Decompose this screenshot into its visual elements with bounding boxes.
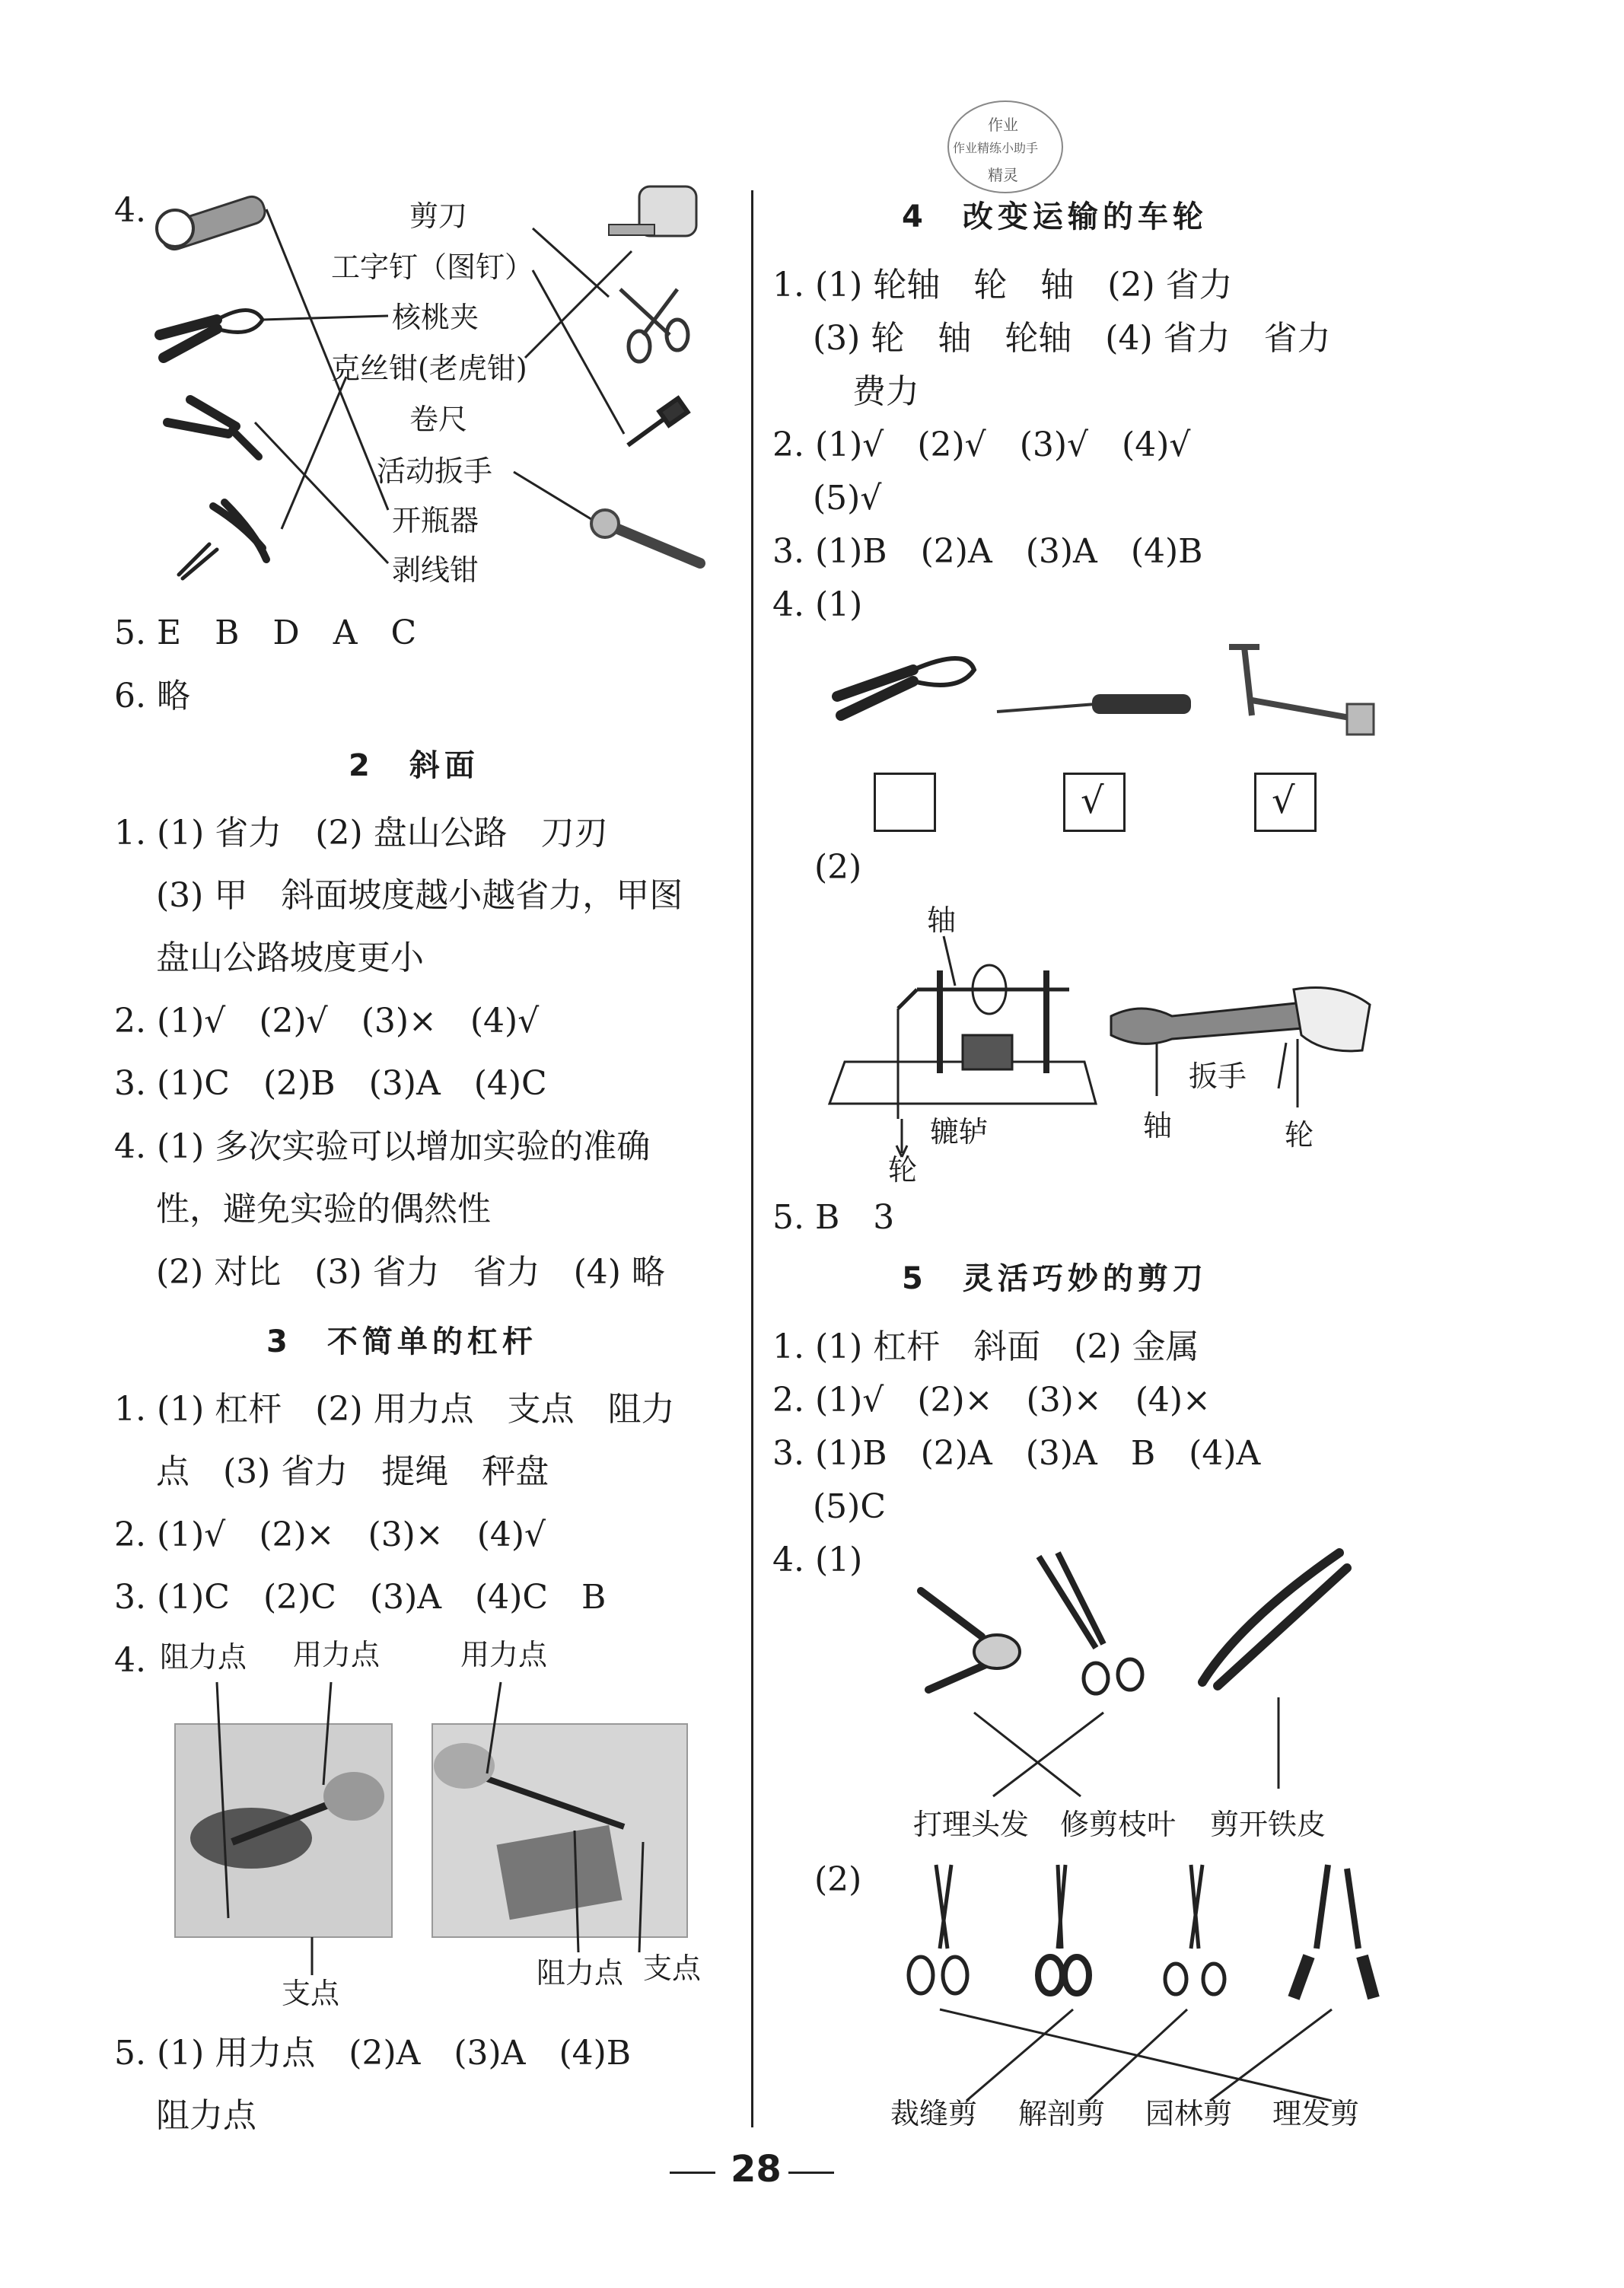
answer-line: 3. (1)B (2)A (3)A B (4)A xyxy=(772,1434,1261,1473)
answer-line: 2. (1)√ (2)√ (3)× (4)√ xyxy=(114,1002,540,1040)
photo-label: 用力点 xyxy=(293,1638,381,1671)
answer-line: (5)√ xyxy=(813,479,882,518)
photo-label: 阻力点 xyxy=(160,1640,247,1674)
scissors-use-label: 修剪枝叶 xyxy=(1060,1808,1177,1841)
answer-line: (2) 对比 (3) 省力 省力 (4) 略 xyxy=(156,1253,665,1292)
answer-line: 4. (1) 多次实验可以增加实验的准确 xyxy=(114,1127,651,1166)
scissors-icon xyxy=(620,289,688,362)
diagram-label: 辘轳 xyxy=(930,1115,989,1149)
tool-label: 卷尺 xyxy=(409,403,468,436)
surgical-scissors-icon xyxy=(1165,1865,1224,1994)
tool-label: 开瓶器 xyxy=(392,504,479,537)
q5-answer: 5. E B D A C xyxy=(114,613,417,652)
answer-line: 1. (1) 轮轴 轮 轴 (2) 省力 xyxy=(772,266,1233,304)
dissecting-scissors-icon xyxy=(1038,1865,1089,1993)
scissors-type-label: 裁缝剪 xyxy=(890,2097,978,2130)
diagram-label: 轮 xyxy=(888,1153,918,1187)
hair-scissors-icon xyxy=(1039,1553,1142,1694)
answer-line: 1. (1) 省力 (2) 盘山公路 刀刃 xyxy=(114,814,608,852)
wire-stripper-icon xyxy=(167,400,259,457)
section-title: 5 灵活巧妙的剪刀 xyxy=(902,1261,1208,1296)
page-number: 28 xyxy=(731,2148,782,2191)
tool-label: 活动扳手 xyxy=(377,454,493,488)
answer-line: 3. (1)C (2)B (3)A (4)C xyxy=(114,1064,547,1103)
answer-line: 4. (1) xyxy=(772,585,863,624)
part-label: (2) xyxy=(814,1860,862,1899)
answer-line: (5)C xyxy=(813,1487,886,1526)
part-label: (2) xyxy=(814,848,862,887)
answer-line: 性，避免实验的偶然性 xyxy=(156,1190,491,1228)
answer-line: (3) 轮 轴 轮轴 (4) 省力 省力 xyxy=(813,319,1331,358)
answer-line: 2. (1)√ (2)× (3)× (4)√ xyxy=(114,1515,546,1554)
scissors-use-label: 剪开铁皮 xyxy=(1210,1808,1326,1841)
answer-line: 盘山公路坡度更小 xyxy=(156,938,424,977)
answer-line: 阻力点 xyxy=(156,2096,256,2135)
answer-line: (3) 甲 斜面坡度越小越省力，甲图 xyxy=(156,876,683,915)
pliers-icon xyxy=(179,502,266,578)
answer-line: 2. (1)√ (2)× (3)× (4)× xyxy=(772,1381,1211,1420)
tool-label: 核桃夹 xyxy=(392,301,479,334)
section-title: 2 斜面 xyxy=(349,748,479,783)
diagram-label: 轴 xyxy=(1143,1109,1173,1142)
section-title: 3 不简单的杠杆 xyxy=(266,1324,537,1359)
photo-label: 阻力点 xyxy=(537,1956,624,1990)
page-dash-left xyxy=(670,2172,715,2174)
socket-wrench-icon xyxy=(1229,647,1374,735)
nutcracker-icon xyxy=(160,311,263,358)
stamp-line1: 作业 xyxy=(988,116,1018,134)
stamp-line2: 作业精练小助手 xyxy=(953,141,1039,155)
diagram-label: 轮 xyxy=(1285,1118,1314,1152)
wrench-icon xyxy=(591,510,700,563)
garden-shears-icon xyxy=(1294,1865,1374,1998)
photo-label: 用力点 xyxy=(460,1638,548,1671)
tool-label: 剪刀 xyxy=(409,199,468,233)
answer-line: 3. (1)B (2)A (3)A (4)B xyxy=(772,532,1203,571)
scissors-type-label: 解剖剪 xyxy=(1018,2097,1106,2130)
tailor-scissors-icon xyxy=(909,1865,967,1993)
q4-number: 4. xyxy=(114,191,146,230)
answer-line: 费力 xyxy=(852,372,919,411)
screwdriver-icon xyxy=(997,694,1191,714)
stamp-line3: 精灵 xyxy=(988,166,1018,184)
thumbtack-icon xyxy=(628,398,688,445)
scissors-use-label: 打理头发 xyxy=(913,1808,1030,1841)
answer-line: 2. (1)√ (2)√ (3)√ (4)√ xyxy=(772,425,1191,464)
check-box xyxy=(874,773,936,832)
page-dash-right xyxy=(788,2172,834,2174)
q4-number: 4. xyxy=(114,1641,146,1680)
answer-line: 1. (1) 杠杆 斜面 (2) 金属 xyxy=(772,1327,1199,1366)
answer-line: 4. (1) xyxy=(772,1541,863,1579)
scissors-type-label: 园林剪 xyxy=(1145,2097,1233,2130)
q6-answer: 6. 略 xyxy=(114,677,190,715)
diagram-label: 扳手 xyxy=(1189,1060,1247,1093)
tool-label: 工字钉（图钉） xyxy=(331,250,534,284)
answer-line: 点 (3) 省力 提绳 秤盘 xyxy=(156,1452,549,1491)
tape-measure-icon xyxy=(609,186,696,236)
diagram-label: 轴 xyxy=(927,903,957,937)
answer-line: 1. (1) 杠杆 (2) 用力点 支点 阻力 xyxy=(114,1390,675,1429)
answer-line: 3. (1)C (2)C (3)A (4)C B xyxy=(114,1578,607,1617)
bottle-opener-icon xyxy=(157,193,268,253)
photo-label: 支点 xyxy=(643,1952,702,1985)
tin-snips-icon xyxy=(1202,1553,1347,1686)
answer-line: 5. B 3 xyxy=(772,1198,895,1237)
lever-photo-1 xyxy=(175,1724,392,1937)
pruning-shears-icon xyxy=(921,1591,1020,1690)
check-mark: √ xyxy=(1272,779,1295,822)
section-title: 4 改变运输的车轮 xyxy=(902,199,1208,234)
nutcracker-photo-icon xyxy=(837,658,974,715)
lever-photo-2 xyxy=(432,1724,687,1937)
scissors-type-label: 理发剪 xyxy=(1272,2097,1360,2130)
photo-label: 支点 xyxy=(282,1977,340,2010)
check-mark: √ xyxy=(1081,779,1104,822)
tool-label: 克丝钳(老虎钳) xyxy=(331,352,527,385)
answer-line: 5. (1) 用力点 (2)A (3)A (4)B xyxy=(114,2034,632,2073)
tool-label: 剥线钳 xyxy=(392,553,479,587)
